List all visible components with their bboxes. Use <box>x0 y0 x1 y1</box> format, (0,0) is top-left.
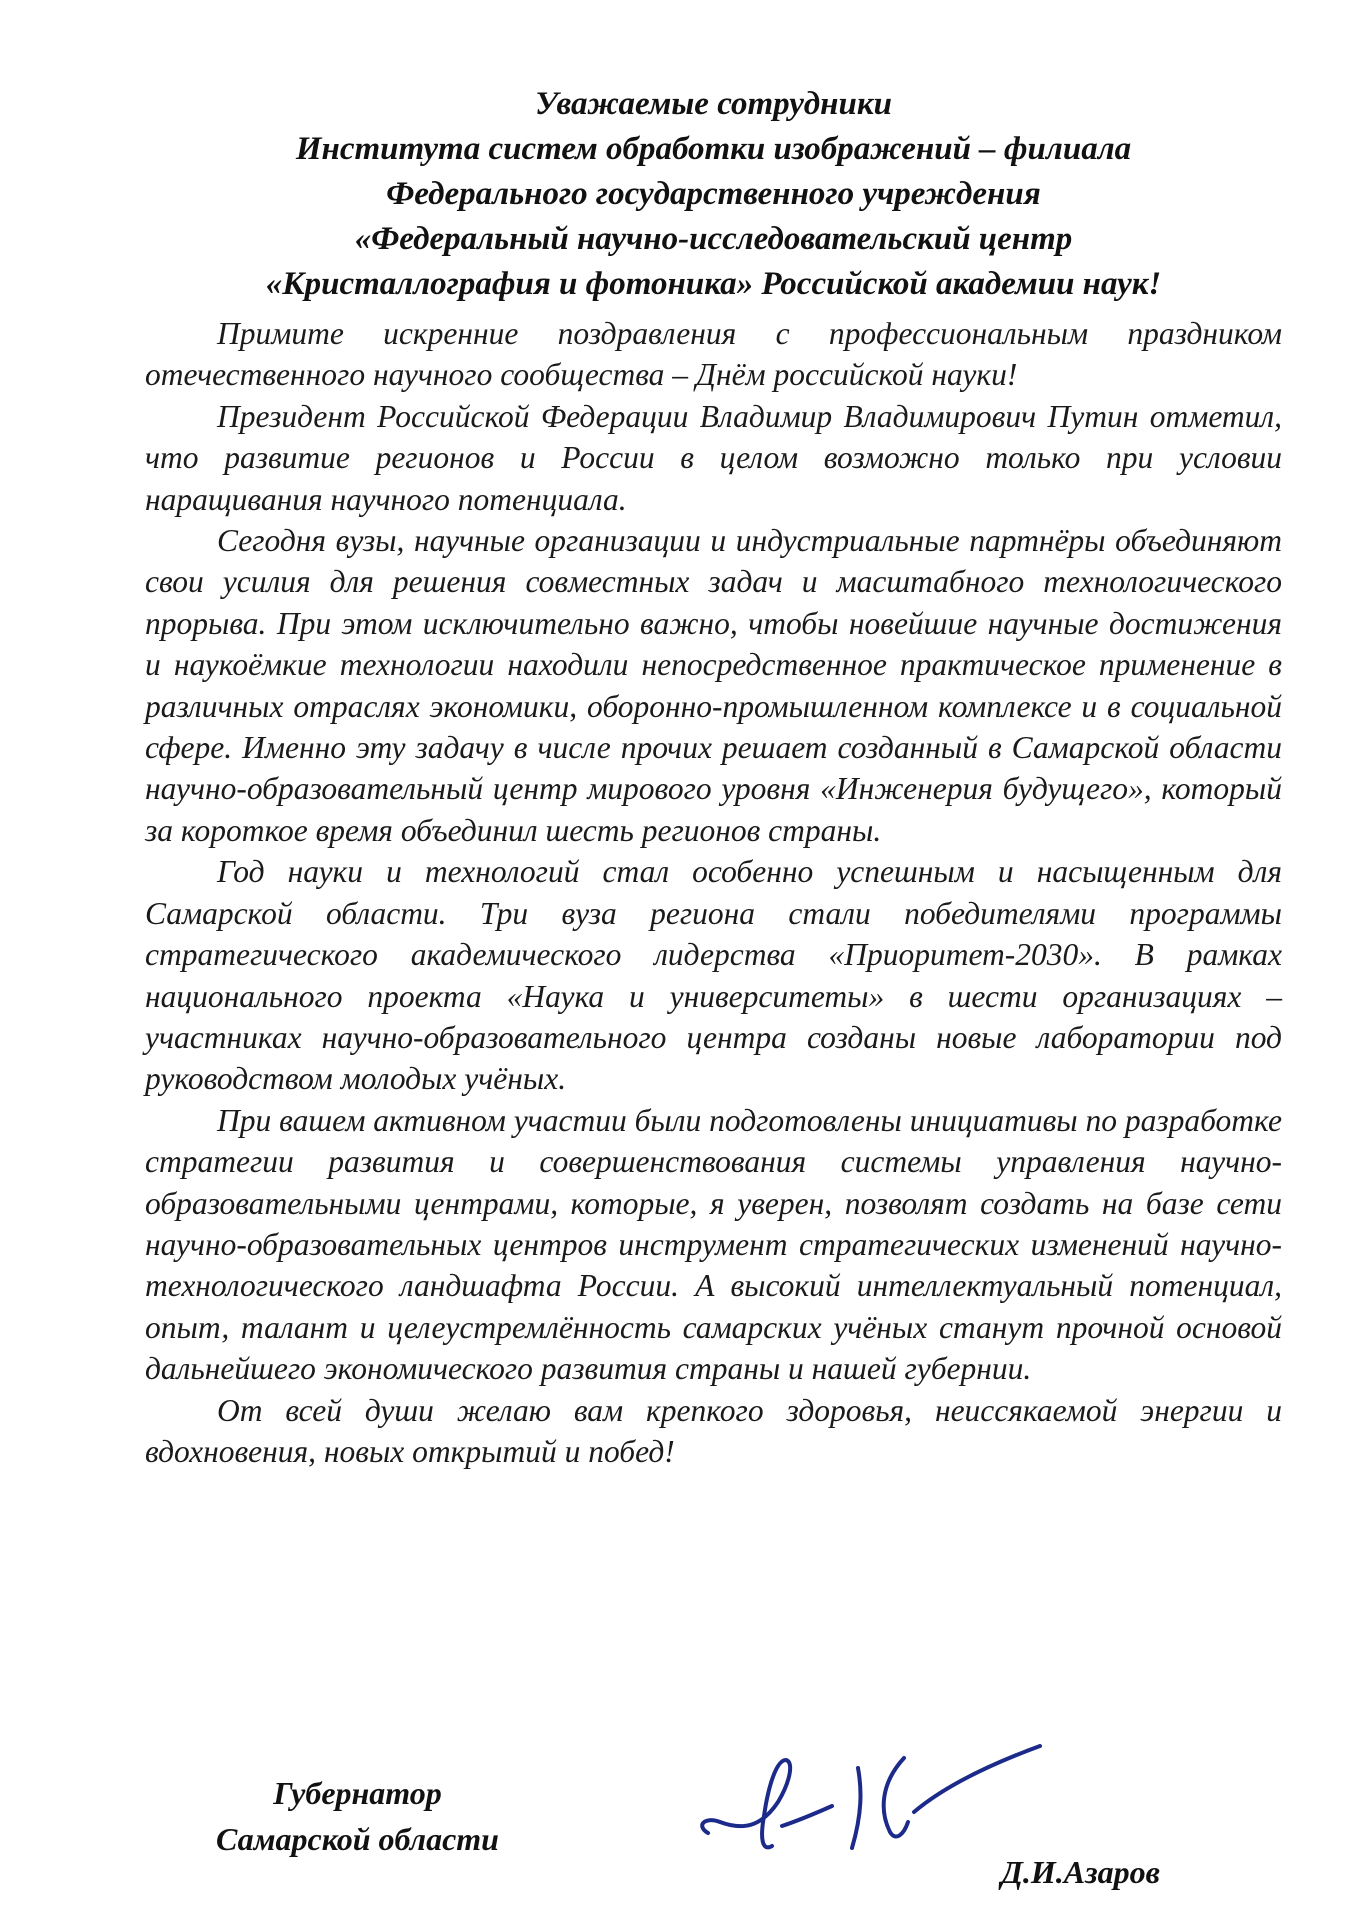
letter-heading <box>145 82 1282 307</box>
heading-line: «Кристаллография и фотоника» Российской академии наук! <box>265 266 1162 302</box>
paragraph: От всей души желаю вам крепкого здоровья, неиссякаемой энергии и вдохновения, новых открытий и побед! <box>145 1392 1282 1469</box>
heading-line: Федерального государственного учреждения <box>386 176 1041 212</box>
heading-line: Уважаемые сотрудники <box>535 86 892 122</box>
signature-strokes <box>702 1746 1040 1848</box>
signature-stroke <box>914 1746 1040 1812</box>
signatory-title-line: Самарской области <box>216 1821 499 1857</box>
signature-stroke <box>782 1806 832 1826</box>
paragraph: Сегодня вузы, научные организации и индустриальные партнёры объединяют свои усилия для решения совместных задач и масштабного технологического прорыва. При этом исключительно важно, чтобы новейшие научные достижения и наукоёмкие технологии находили непосредственное практическое применение в различных отраслях экономики, оборонно-промышленном комплексе и в социальной сфере. Именно эту задачу в числе прочих решает созданный в Самарской области научно-образовательный центр мирового уровня «Инженерия будущего», который за короткое время объединил шесть регионов страны. <box>145 523 1282 848</box>
signatory-title-line: Губернатор <box>273 1775 442 1811</box>
paragraph: Примите искренние поздравления с профессиональным праздником отечественного научного сообщества – Днём российской науки! <box>145 316 1282 393</box>
signature-stroke <box>852 1768 860 1848</box>
handwritten-signature <box>690 1730 1060 1890</box>
signature-block <box>0 1770 1372 1890</box>
signature-stroke <box>884 1758 908 1837</box>
paragraph: При вашем активном участии были подготовлены инициативы по разработке стратегии развития и совершенствования системы управления научно-образовательными центрами, которые, я уверен, позволят создать на базе сети научно-образовательных центров инструмент стратегических изменений научно-технологического ландшафта России. А высокий интеллектуальный потенциал, опыт, талант и целеустремлённость самарских учёных станут прочной основой дальнейшего экономического развития страны и нашей губернии. <box>145 1102 1282 1387</box>
letter-body <box>145 313 1282 1472</box>
signatory-title <box>216 1770 499 1862</box>
heading-line: Института систем обработки изображений – филиала <box>295 131 1132 167</box>
paragraph: Год науки и технологий стал особенно успешным и насыщенным для Самарской области. Три вуза региона стали победителями программы стратегического академического лидерства «Приоритет-2030». В рамках национального проекта «Наука и университеты» в шести организациях – участниках научно-образовательного центра созданы новые лаборатории под руководством молодых учёных. <box>145 854 1282 1097</box>
signature-stroke <box>702 1760 790 1847</box>
signatory-name: Д.И.Азаров <box>1001 1854 1160 1890</box>
paragraph: Президент Российской Федерации Владимир Владимирович Путин отметил, что развитие регионов и России в целом возможно только при условии наращивания научного потенциала. <box>145 398 1282 517</box>
heading-line: «Федеральный научно-исследовательский центр <box>354 221 1073 257</box>
